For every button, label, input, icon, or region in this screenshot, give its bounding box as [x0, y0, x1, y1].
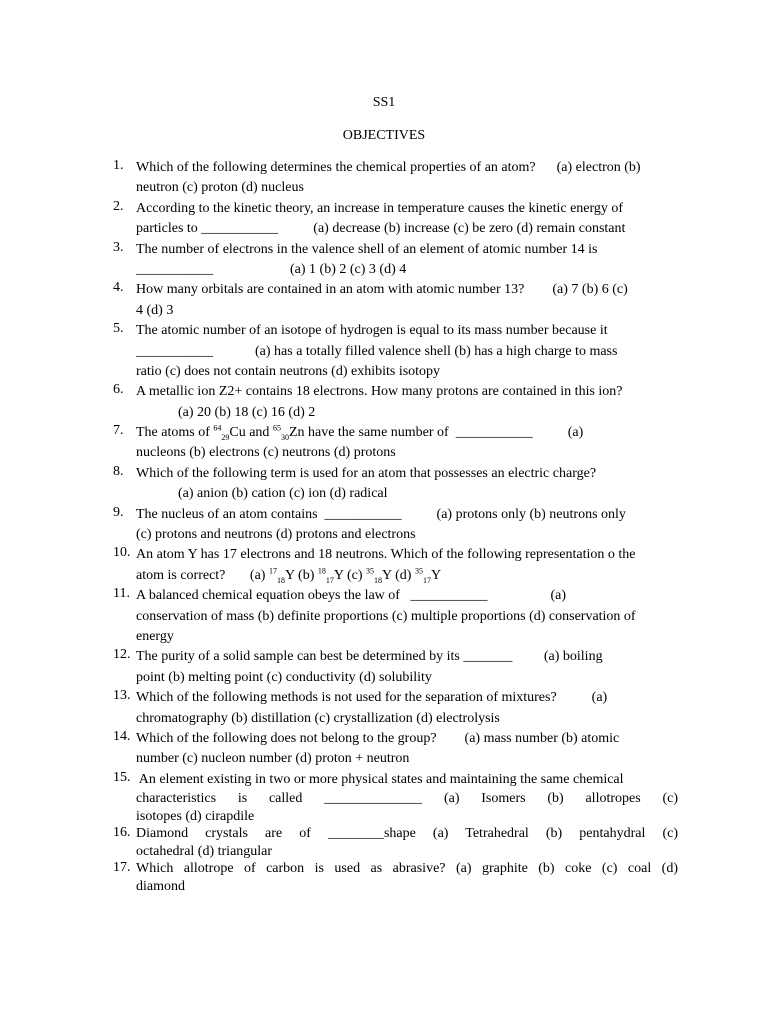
mass-number: 17	[268, 566, 277, 576]
text-segment: Zn have the same number of ___________ (a)	[288, 425, 584, 441]
question-options: neutron (c) proton (d) nucleus	[136, 180, 304, 196]
question-text: Which of the following methods is not used for the separation of mixtures? (a)	[136, 690, 608, 706]
question-number: 15.	[113, 769, 131, 785]
question-text: The number of electrons in the valence shell of an element of atomic number 14 is	[136, 241, 598, 257]
question-text: According to the kinetic theory, an increase in temperature causes the kinetic energy of	[136, 200, 624, 216]
question-text: The purity of a solid sample can best be determined by its _______ (a) boiling	[136, 649, 603, 665]
question-text: A balanced chemical equation obeys the law of ___________ (a)	[136, 588, 566, 604]
question-4	[0, 280, 768, 321]
question-number: 8.	[113, 463, 124, 479]
question-options: diamond	[136, 879, 185, 895]
mass-number: 18	[317, 566, 326, 576]
question-options: ___________ (a) 1 (b) 2 (c) 3 (d) 4	[136, 261, 407, 277]
text-segment: The atoms of	[136, 425, 214, 441]
mass-number: 65	[272, 423, 281, 433]
section-heading: OBJECTIVES	[342, 128, 426, 143]
question-number: 14.	[113, 728, 131, 744]
question-text: Which of the following does not belong to the group? (a) mass number (b) atomic	[136, 730, 620, 746]
question-options-cont: energy	[136, 628, 174, 644]
mass-number: 35	[366, 566, 375, 576]
question-options: chromatography (b) distillation (c) crystallization (d) electrolysis	[136, 710, 500, 726]
question-number: 16.	[113, 825, 131, 841]
question-options: characteristics is called ______________ (a) Isomers (b) allotropes (c)	[136, 791, 678, 807]
question-14	[0, 729, 768, 770]
question-number: 10.	[113, 545, 131, 561]
question-10	[0, 545, 768, 586]
question-6	[0, 382, 768, 423]
question-number: 9.	[113, 504, 124, 520]
question-options: conservation of mass (b) definite proportions (c) multiple proportions (d) conservation of	[136, 608, 636, 624]
atomic-number: 18	[374, 575, 383, 585]
question-text	[136, 423, 678, 443]
question-17	[0, 860, 768, 895]
question-options: ___________ (a) has a totally filled valence shell (b) has a high charge to mass	[136, 343, 618, 359]
question-text: An atom Y has 17 electrons and 18 neutrons. Which of the following representation o the	[136, 547, 636, 563]
question-2	[0, 199, 768, 240]
text-segment: Y (c)	[333, 567, 367, 583]
text-segment: atom is correct? (a)	[136, 567, 269, 583]
question-text: Which allotrope of carbon is used as abrasive? (a) graphite (b) coke (c) coal (d)	[136, 861, 678, 877]
question-text: Which of the following term is used for an atom that possesses an electric charge?	[136, 465, 597, 481]
question-options: 4 (d) 3	[136, 302, 174, 318]
question-options: (a) 20 (b) 18 (c) 16 (d) 2	[136, 404, 316, 420]
question-1	[0, 158, 768, 199]
atomic-number: 18	[276, 575, 285, 585]
question-options: nucleons (b) electrons (c) neutrons (d) protons	[136, 445, 396, 461]
question-number: 5.	[113, 321, 124, 337]
question-11	[0, 586, 768, 647]
text-segment: Y (d)	[382, 567, 415, 583]
text-segment: Y (b)	[284, 567, 318, 583]
question-number: 13.	[113, 688, 131, 704]
question-15	[0, 770, 768, 826]
question-text: Which of the following determines the chemical properties of an atom? (a) electron (b)	[136, 160, 641, 175]
atomic-number: 17	[422, 575, 431, 585]
atomic-number: 29	[221, 432, 230, 442]
question-text: A metallic ion Z2+ contains 18 electrons. How many protons are contained in this ion?	[136, 384, 623, 400]
question-options	[136, 566, 678, 586]
question-16	[0, 825, 768, 860]
question-text: How many orbitals are contained in an atom with atomic number 13? (a) 7 (b) 6 (c)	[136, 282, 628, 298]
question-number: 3.	[113, 239, 124, 255]
question-options: octahedral (d) triangular	[136, 843, 273, 859]
question-options: point (b) melting point (c) conductivity (d) solubility	[136, 669, 432, 685]
question-list	[0, 158, 768, 896]
question-12	[0, 647, 768, 688]
atomic-number: 17	[325, 575, 334, 585]
question-text: The nucleus of an atom contains ___________ (a) protons only (b) neutrons only	[136, 506, 626, 522]
question-number: 4.	[113, 280, 124, 296]
question-text: Diamond crystals are of ________shape (a) Tetrahedral (b) pentahydral (c)	[136, 826, 678, 842]
element-symbol: Y	[430, 567, 442, 583]
question-options: (c) protons and neutrons (d) protons and electrons	[136, 527, 416, 543]
question-number: 7.	[113, 423, 124, 439]
question-13	[0, 688, 768, 729]
question-number: 1.	[113, 158, 124, 173]
question-options-cont: ratio (c) does not contain neutrons (d) exhibits isotopy	[136, 363, 441, 379]
question-9	[0, 505, 768, 546]
question-number: 6.	[113, 382, 124, 398]
question-text: The atomic number of an isotope of hydrogen is equal to its mass number because it	[136, 323, 608, 339]
question-5	[0, 321, 768, 382]
question-options: number (c) nucleon number (d) proton + neutron	[136, 751, 410, 767]
question-options-cont: isotopes (d) cirapdile	[136, 808, 255, 824]
question-options: (a) anion (b) cation (c) ion (d) radical	[136, 486, 388, 502]
question-number: 11.	[113, 586, 130, 602]
question-text: An element existing in two or more physical states and maintaining the same chemical	[136, 771, 624, 787]
question-number: 2.	[113, 198, 124, 214]
question-number: 12.	[113, 647, 131, 663]
question-8	[0, 464, 768, 505]
question-options: particles to ___________ (a) decrease (b) increase (c) be zero (d) remain constant	[136, 221, 626, 237]
question-3	[0, 240, 768, 281]
question-7	[0, 423, 768, 464]
mass-number: 64	[213, 423, 222, 433]
class-heading: SS1	[372, 95, 396, 110]
mass-number: 35	[414, 566, 423, 576]
element-symbol: Cu and	[229, 425, 273, 441]
question-number: 17.	[113, 860, 131, 876]
atomic-number: 30	[280, 432, 289, 442]
